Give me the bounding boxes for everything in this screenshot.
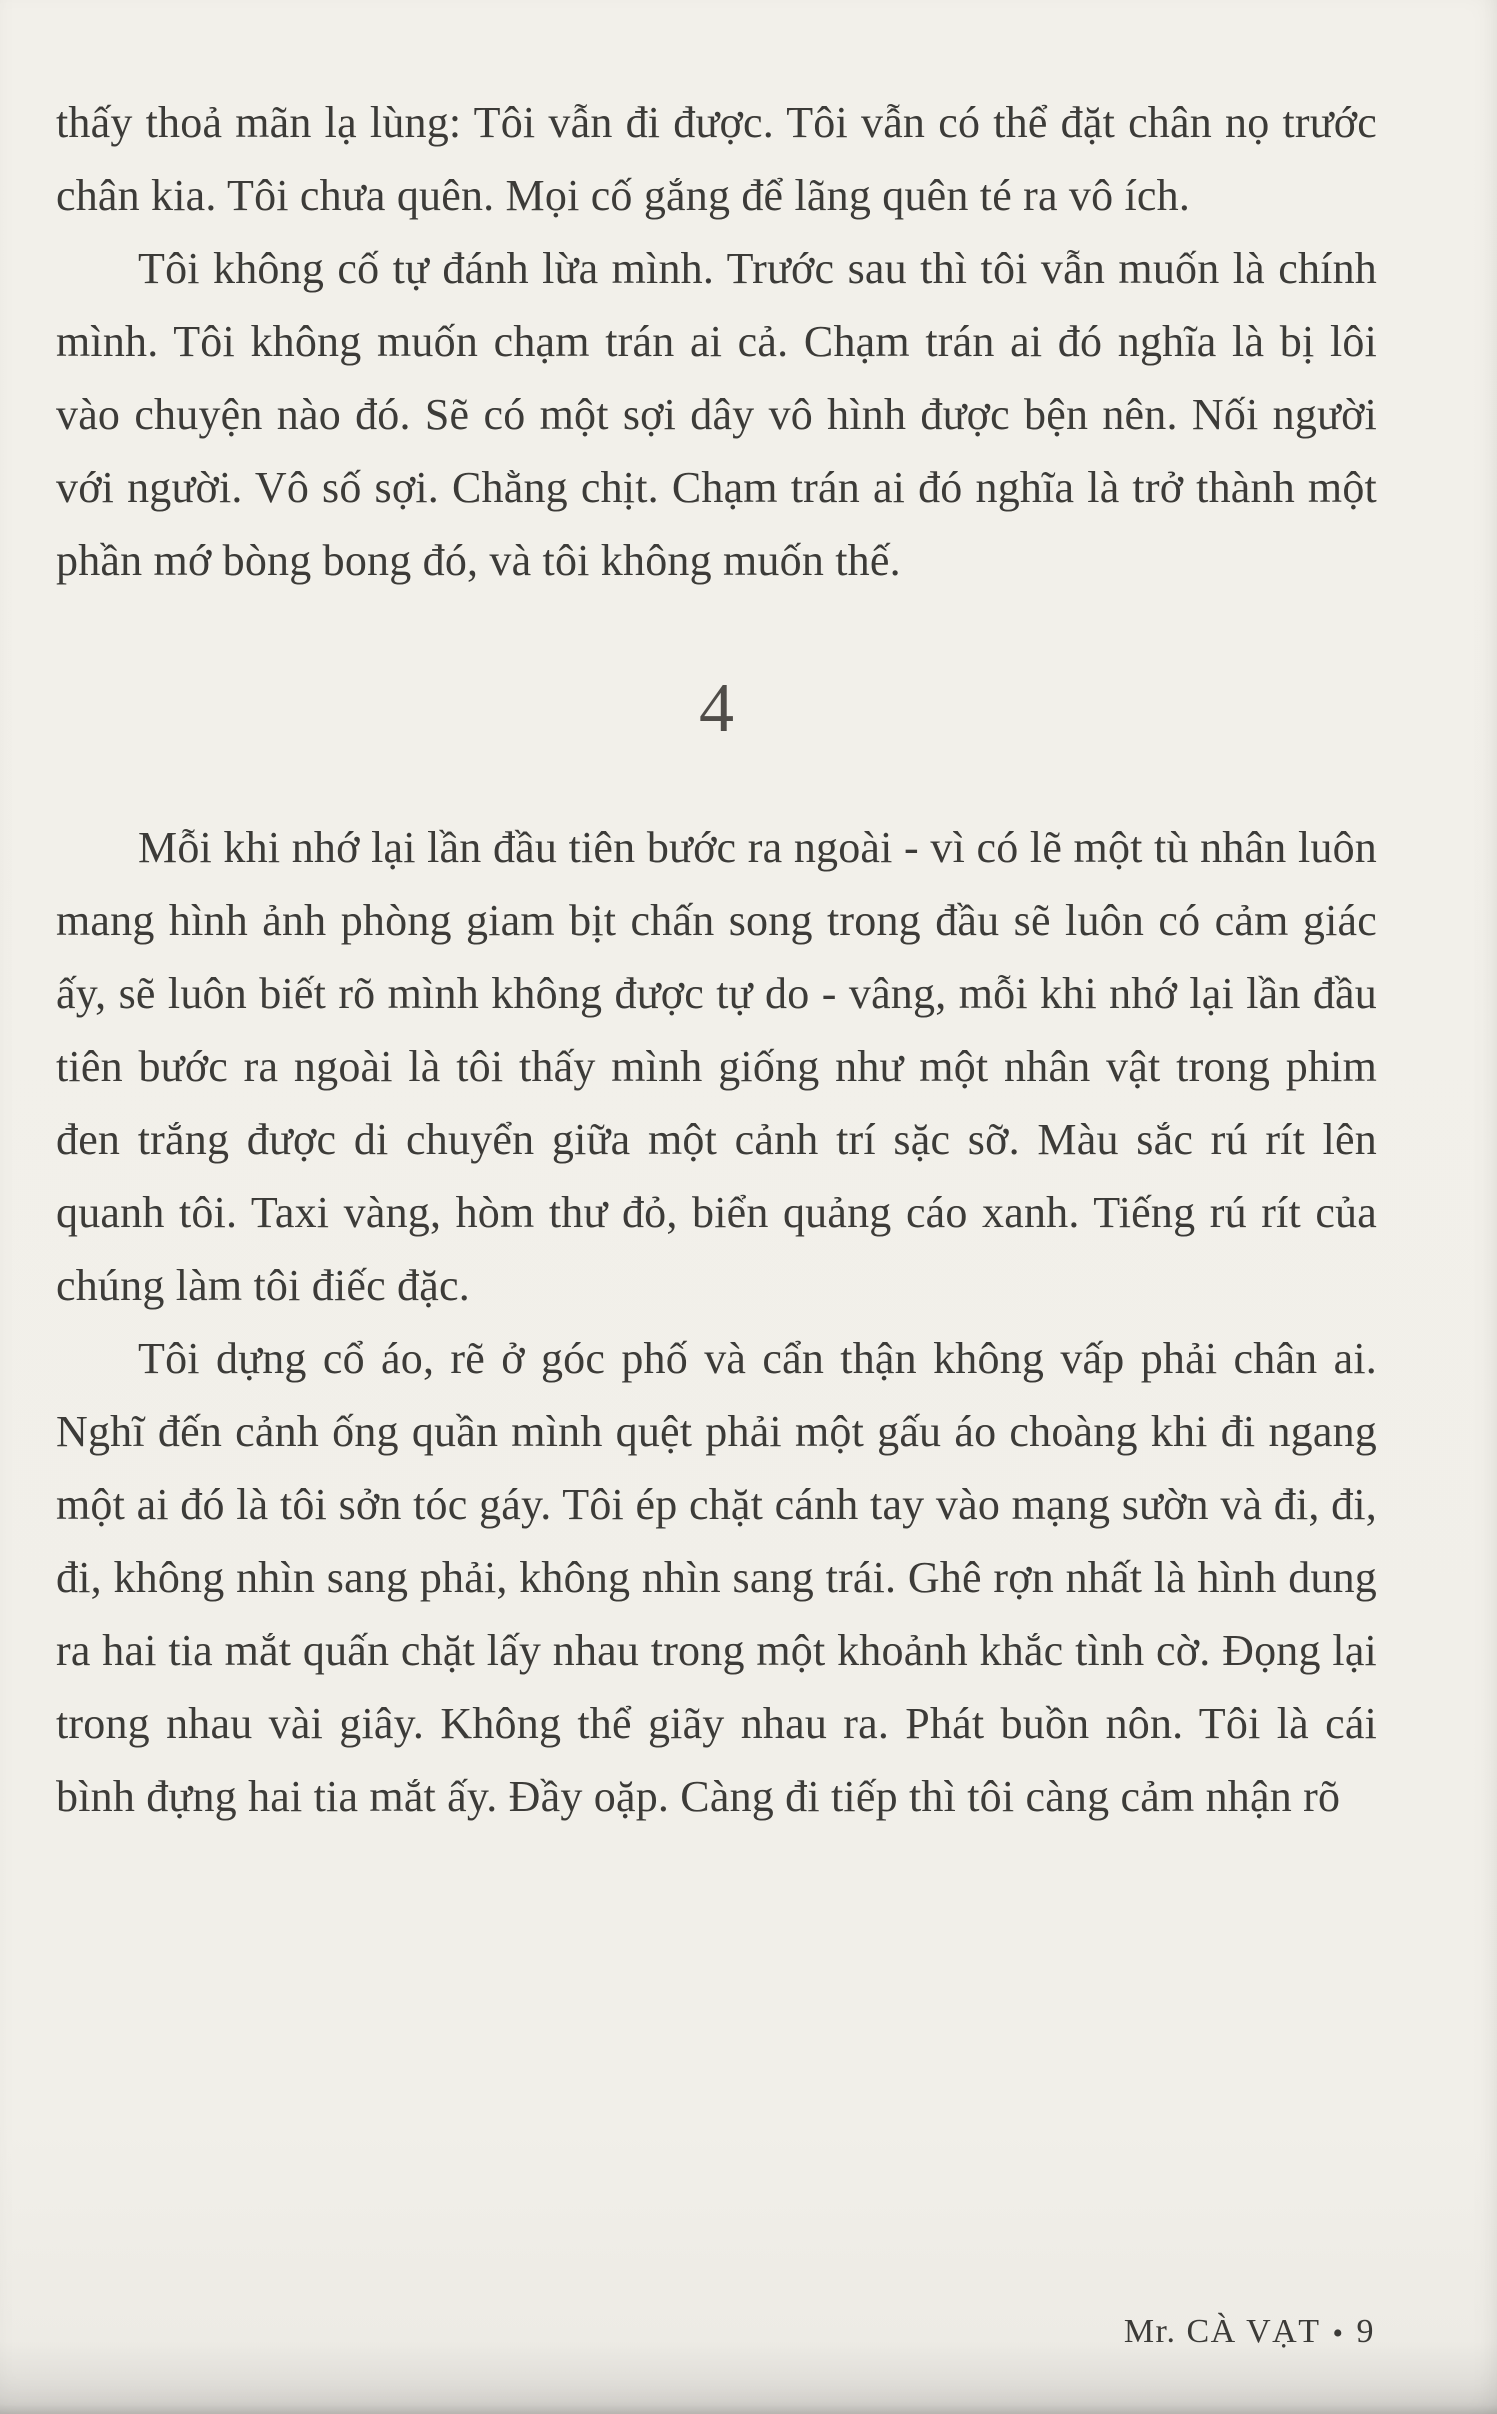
paragraph: Tôi dựng cổ áo, rẽ ở góc phố và cẩn thận không vấp phải chân ai. Nghĩ đến cảnh ống quần mình quệt phải một gấu áo choàng khi đi ngang một ai đó là tôi sởn tóc gáy. Tôi ép chặt cánh tay vào mạng sườn và đi, đi, đi, không nhìn sang phải, không nhìn sang trái. Ghê rợn nhất là hình dung ra hai tia mắt quấn chặt lấy nhau trong một khoảnh khắc tình cờ. Đọng lại trong nhau vài giây. Không thể giãy nhau ra. Phát buồn nôn. Tôi là cái bình đựng hai tia mắt ấy. Đầy oặp. Càng đi tiếp thì tôi càng cảm nhận rõ bbox=[56, 1334, 1377, 1821]
page-number: 9 bbox=[1356, 2312, 1375, 2350]
page-footer bbox=[1124, 2312, 1375, 2354]
paragraph-continuation: thấy thoả mãn lạ lùng: Tôi vẫn đi được. Tôi vẫn có thể đặt chân nọ trước chân kia. Tôi chưa quên. Mọi cố gắng để lãng quên té ra vô ích. bbox=[56, 98, 1377, 220]
running-title: Mr. CÀ VẠT bbox=[1123, 2312, 1321, 2350]
paragraph: Mỗi khi nhớ lại lần đầu tiên bước ra ngoài - vì có lẽ một tù nhân luôn mang hình ảnh phòng giam bịt chấn song trong đầu sẽ luôn có cảm giác ấy, sẽ luôn biết rõ mình không được tự do - vâng, mỗi khi nhớ lại lần đầu tiên bước ra ngoài là tôi thấy mình giống như một nhân vật trong phim đen trắng được di chuyển giữa một cảnh trí sặc sỡ. Màu sắc rú rít lên quanh tôi. Taxi vàng, hòm thư đỏ, biển quảng cáo xanh. Tiếng rú rít của chúng làm tôi điếc đặc. bbox=[56, 823, 1377, 1310]
paragraph: Tôi không cố tự đánh lừa mình. Trước sau thì tôi vẫn muốn là chính mình. Tôi không muốn chạm trán ai cả. Chạm trán ai đó nghĩa là bị lôi vào chuyện nào đó. Sẽ có một sợi dây vô hình được bện nên. Nối người với người. Vô số sợi. Chằng chịt. Chạm trán ai đó nghĩa là trở thành một phần mớ bòng bong đó, và tôi không muốn thế. bbox=[56, 244, 1377, 585]
page-body bbox=[56, 86, 1377, 1833]
chapter-number: 4 bbox=[699, 670, 734, 747]
footer-bullet: • bbox=[1332, 2317, 1345, 2350]
